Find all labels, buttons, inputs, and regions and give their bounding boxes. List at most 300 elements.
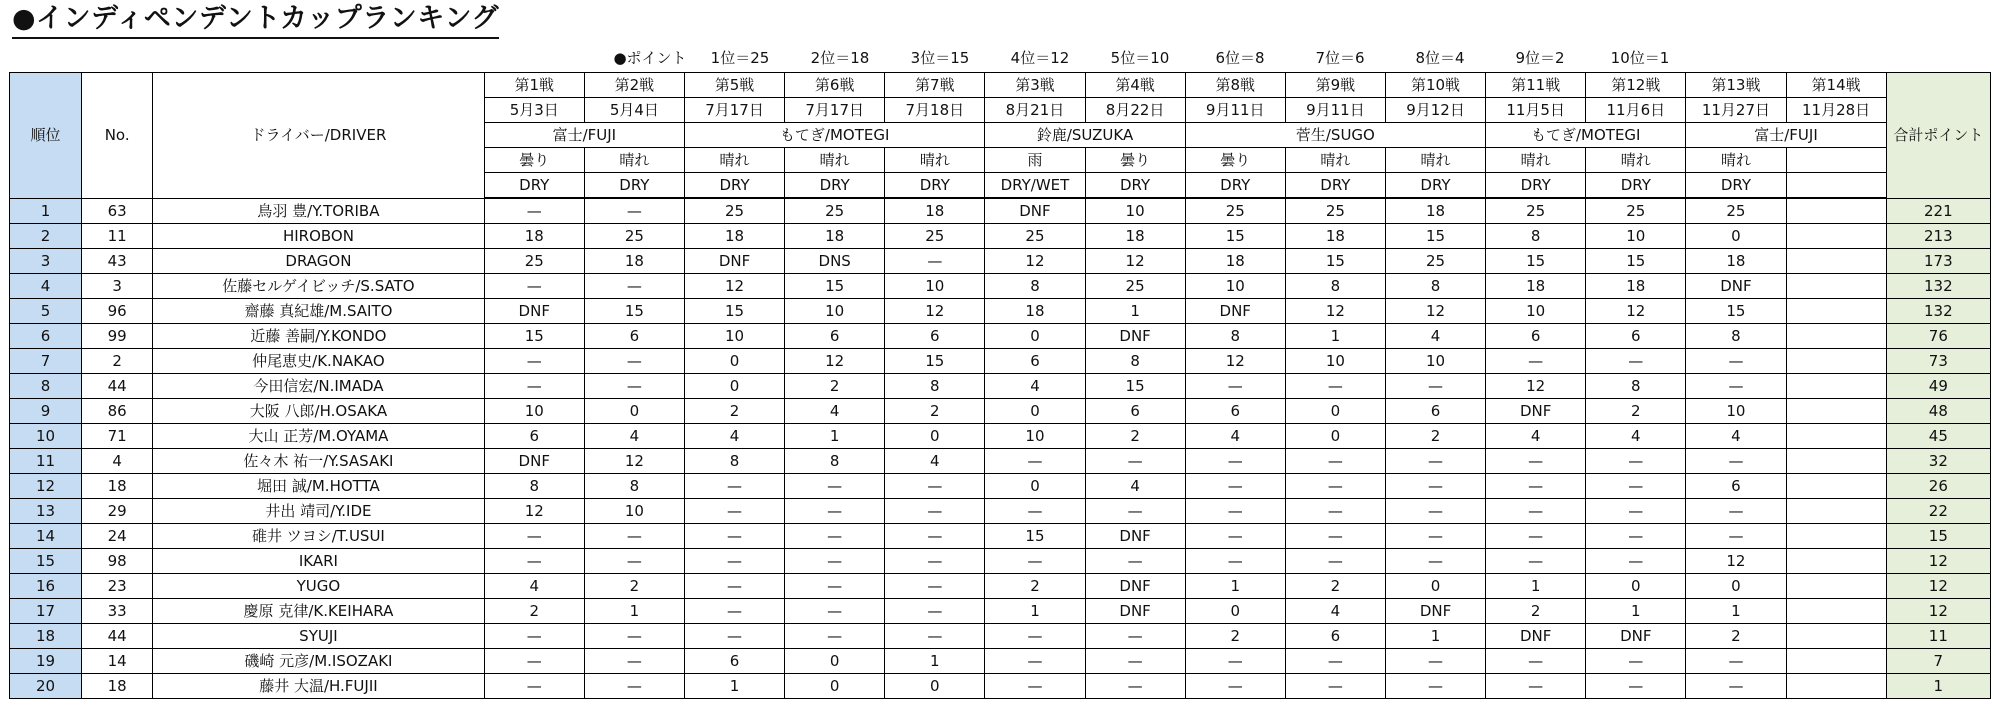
result-cell xyxy=(1786,524,1886,549)
result-cell: — xyxy=(484,524,584,549)
number-cell: 23 xyxy=(82,574,153,599)
result-cell: — xyxy=(484,549,584,574)
result-cell: 2 xyxy=(785,374,885,399)
total-cell: 48 xyxy=(1886,399,1990,424)
result-cell: — xyxy=(1185,499,1285,524)
header-weather: 晴れ xyxy=(1285,148,1385,173)
result-cell: 8 xyxy=(1185,324,1285,349)
result-cell: 8 xyxy=(1686,324,1786,349)
result-cell: 0 xyxy=(1686,224,1786,249)
driver-cell: 仲尾恵史/K.NAKAO xyxy=(153,349,485,374)
result-cell: 2 xyxy=(1385,424,1485,449)
header-date: 9月11日 xyxy=(1285,98,1385,123)
rank-cell: 10 xyxy=(10,424,82,449)
result-cell: — xyxy=(584,524,684,549)
header-date: 5月4日 xyxy=(584,98,684,123)
result-cell: DNF xyxy=(1085,524,1185,549)
result-cell: 6 xyxy=(1486,324,1586,349)
result-cell: — xyxy=(885,574,985,599)
points-label: ●ポイント xyxy=(613,49,687,67)
result-cell: 0 xyxy=(684,374,784,399)
result-cell: — xyxy=(785,524,885,549)
result-cell: 10 xyxy=(985,424,1085,449)
result-cell: 18 xyxy=(584,249,684,274)
header-condition: DRY xyxy=(1486,173,1586,199)
result-cell: 0 xyxy=(1285,424,1385,449)
driver-cell: 磯崎 元彦/M.ISOZAKI xyxy=(153,649,485,674)
result-cell: — xyxy=(1385,374,1485,399)
result-cell: — xyxy=(1185,674,1285,699)
result-cell: 1 xyxy=(684,674,784,699)
result-cell: 4 xyxy=(1185,424,1285,449)
result-cell xyxy=(1786,624,1886,649)
result-cell: 10 xyxy=(1185,274,1285,299)
header-condition: DRY xyxy=(1385,173,1485,199)
result-cell: 0 xyxy=(584,399,684,424)
header-round: 第1戦 xyxy=(484,73,584,98)
result-cell: 1 xyxy=(584,599,684,624)
result-cell: 6 xyxy=(1686,474,1786,499)
result-cell: — xyxy=(1285,524,1385,549)
result-cell: — xyxy=(1686,524,1786,549)
result-cell: — xyxy=(985,674,1085,699)
table-row xyxy=(10,324,1991,349)
result-cell: — xyxy=(1686,449,1786,474)
points-value: 3位＝15 xyxy=(910,49,970,67)
result-cell: 4 xyxy=(785,399,885,424)
rank-cell: 11 xyxy=(10,449,82,474)
result-cell: — xyxy=(1586,549,1686,574)
result-cell: 10 xyxy=(1586,224,1686,249)
header-round: 第12戦 xyxy=(1586,73,1686,98)
result-cell: 18 xyxy=(1486,274,1586,299)
header-date: 11月6日 xyxy=(1586,98,1686,123)
rank-cell: 12 xyxy=(10,474,82,499)
rank-cell: 6 xyxy=(10,324,82,349)
header-date: 7月17日 xyxy=(684,98,784,123)
result-cell: 6 xyxy=(785,324,885,349)
result-cell: 18 xyxy=(985,299,1085,324)
result-cell: 18 xyxy=(1385,198,1485,224)
result-cell: 0 xyxy=(785,674,885,699)
total-cell: 221 xyxy=(1886,198,1990,224)
header-date: 7月17日 xyxy=(785,98,885,123)
result-cell: 2 xyxy=(584,574,684,599)
result-cell: 25 xyxy=(1586,198,1686,224)
result-cell: 0 xyxy=(1385,574,1485,599)
total-cell: 12 xyxy=(1886,599,1990,624)
header-round: 第6戦 xyxy=(785,73,885,98)
result-cell: — xyxy=(785,624,885,649)
table-row xyxy=(10,349,1991,374)
result-cell: — xyxy=(1586,349,1686,374)
driver-cell: 慶原 克律/K.KEIHARA xyxy=(153,599,485,624)
table-row xyxy=(10,249,1991,274)
result-cell: DNF xyxy=(1486,399,1586,424)
table-row xyxy=(10,524,1991,549)
header-date: 11月28日 xyxy=(1786,98,1886,123)
result-cell: 10 xyxy=(584,499,684,524)
result-cell: 25 xyxy=(1185,198,1285,224)
result-cell: 6 xyxy=(885,324,985,349)
result-cell xyxy=(1786,198,1886,224)
result-cell: 1 xyxy=(1486,574,1586,599)
result-cell: 2 xyxy=(1285,574,1385,599)
header-venue: 菅生/SUGO xyxy=(1185,123,1485,148)
result-cell: — xyxy=(1385,449,1485,474)
result-cell: DNF xyxy=(684,249,784,274)
header-round: 第11戦 xyxy=(1486,73,1586,98)
result-cell: 12 xyxy=(1285,299,1385,324)
result-cell: 12 xyxy=(985,249,1085,274)
result-cell xyxy=(1786,424,1886,449)
result-cell: — xyxy=(1285,374,1385,399)
number-cell: 11 xyxy=(82,224,153,249)
result-cell xyxy=(1786,324,1886,349)
header-date: 9月11日 xyxy=(1185,98,1285,123)
result-cell: 8 xyxy=(1085,349,1185,374)
header-condition: DRY xyxy=(785,173,885,199)
result-cell: — xyxy=(1285,674,1385,699)
result-cell: 10 xyxy=(1285,349,1385,374)
result-cell: DNF xyxy=(1185,299,1285,324)
rank-cell: 14 xyxy=(10,524,82,549)
rank-cell: 19 xyxy=(10,649,82,674)
driver-cell: 井出 靖司/Y.IDE xyxy=(153,499,485,524)
header-venue: 富士/FUJI xyxy=(1686,123,1886,148)
result-cell: — xyxy=(584,624,684,649)
result-cell: 6 xyxy=(684,649,784,674)
driver-cell: 近藤 善嗣/Y.KONDO xyxy=(153,324,485,349)
result-cell: — xyxy=(1285,499,1385,524)
result-cell: 4 xyxy=(1686,424,1786,449)
table-row xyxy=(10,574,1991,599)
total-cell: 213 xyxy=(1886,224,1990,249)
result-cell: 4 xyxy=(684,424,784,449)
driver-cell: 堀田 誠/M.HOTTA xyxy=(153,474,485,499)
result-cell: 10 xyxy=(1385,349,1485,374)
result-cell: 18 xyxy=(785,224,885,249)
result-cell: — xyxy=(1486,349,1586,374)
result-cell: 10 xyxy=(684,324,784,349)
result-cell: 25 xyxy=(1486,198,1586,224)
result-cell: — xyxy=(1486,449,1586,474)
result-cell: — xyxy=(785,574,885,599)
header-rank: 順位 xyxy=(10,73,82,199)
rank-cell: 13 xyxy=(10,499,82,524)
total-cell: 76 xyxy=(1886,324,1990,349)
table-row xyxy=(10,374,1991,399)
result-cell: 4 xyxy=(885,449,985,474)
header-total: 合計ポイント xyxy=(1886,73,1990,199)
number-cell: 63 xyxy=(82,198,153,224)
result-cell: 0 xyxy=(885,424,985,449)
header-date: 9月12日 xyxy=(1385,98,1485,123)
result-cell: — xyxy=(1185,549,1285,574)
result-cell: — xyxy=(1486,524,1586,549)
result-cell: 10 xyxy=(1085,198,1185,224)
header-round: 第13戦 xyxy=(1686,73,1786,98)
result-cell: 25 xyxy=(484,249,584,274)
result-cell: 2 xyxy=(684,399,784,424)
result-cell: 4 xyxy=(1385,324,1485,349)
result-cell: — xyxy=(885,249,985,274)
result-cell: 8 xyxy=(684,449,784,474)
points-value: 6位＝8 xyxy=(1215,49,1265,67)
number-cell: 44 xyxy=(82,374,153,399)
driver-cell: 藤井 大温/H.FUJII xyxy=(153,674,485,699)
rank-cell: 3 xyxy=(10,249,82,274)
result-cell: 18 xyxy=(1185,249,1285,274)
result-cell xyxy=(1786,274,1886,299)
result-cell: — xyxy=(885,549,985,574)
result-cell: DNS xyxy=(785,249,885,274)
result-cell: — xyxy=(584,674,684,699)
rank-cell: 8 xyxy=(10,374,82,399)
result-cell: 4 xyxy=(484,574,584,599)
rank-cell: 2 xyxy=(10,224,82,249)
result-cell: 2 xyxy=(885,399,985,424)
points-legend xyxy=(0,47,2000,69)
result-cell: 6 xyxy=(1586,324,1686,349)
total-cell: 22 xyxy=(1886,499,1990,524)
result-cell xyxy=(1786,649,1886,674)
points-value: 1位＝25 xyxy=(710,49,770,67)
result-cell: — xyxy=(1185,524,1285,549)
result-cell: — xyxy=(885,499,985,524)
result-cell: DNF xyxy=(484,299,584,324)
points-value: 4位＝12 xyxy=(1010,49,1070,67)
result-cell xyxy=(1786,599,1886,624)
result-cell: 8 xyxy=(885,374,985,399)
result-cell: 1 xyxy=(1285,324,1385,349)
total-cell: 73 xyxy=(1886,349,1990,374)
number-cell: 3 xyxy=(82,274,153,299)
header-round: 第5戦 xyxy=(684,73,784,98)
table-row xyxy=(10,599,1991,624)
result-cell: 2 xyxy=(1586,399,1686,424)
result-cell: 12 xyxy=(1486,374,1586,399)
result-cell: 0 xyxy=(985,474,1085,499)
result-cell: DNF xyxy=(1085,324,1185,349)
driver-cell: 大阪 八郎/H.OSAKA xyxy=(153,399,485,424)
result-cell: 18 xyxy=(1285,224,1385,249)
header-weather: 曇り xyxy=(1085,148,1185,173)
table-row xyxy=(10,299,1991,324)
result-cell: 8 xyxy=(1586,374,1686,399)
result-cell: — xyxy=(1285,649,1385,674)
result-cell: — xyxy=(584,649,684,674)
result-cell: 15 xyxy=(1486,249,1586,274)
result-cell: — xyxy=(684,499,784,524)
result-cell: 12 xyxy=(484,499,584,524)
total-cell: 12 xyxy=(1886,549,1990,574)
result-cell: 25 xyxy=(885,224,985,249)
header-date: 8月21日 xyxy=(985,98,1085,123)
result-cell: 2 xyxy=(1486,599,1586,624)
header-date: 11月5日 xyxy=(1486,98,1586,123)
header-date: 7月18日 xyxy=(885,98,985,123)
result-cell: 2 xyxy=(484,599,584,624)
result-cell: 6 xyxy=(484,424,584,449)
number-cell: 43 xyxy=(82,249,153,274)
number-cell: 2 xyxy=(82,349,153,374)
result-cell: — xyxy=(1686,374,1786,399)
result-cell: 1 xyxy=(885,649,985,674)
result-cell: — xyxy=(985,499,1085,524)
total-cell: 11 xyxy=(1886,624,1990,649)
result-cell: — xyxy=(1686,349,1786,374)
header-condition: DRY xyxy=(1686,173,1786,199)
driver-cell: 碓井 ツヨシ/T.USUI xyxy=(153,524,485,549)
result-cell: — xyxy=(484,649,584,674)
result-cell: 25 xyxy=(684,198,784,224)
result-cell: 12 xyxy=(1185,349,1285,374)
header-date: 11月27日 xyxy=(1686,98,1786,123)
driver-cell: HIROBON xyxy=(153,224,485,249)
result-cell: — xyxy=(1486,499,1586,524)
result-cell: — xyxy=(1185,474,1285,499)
header-round: 第2戦 xyxy=(584,73,684,98)
result-cell: 10 xyxy=(484,399,584,424)
result-cell: 0 xyxy=(684,349,784,374)
result-cell: — xyxy=(1686,649,1786,674)
rank-cell: 5 xyxy=(10,299,82,324)
result-cell: 15 xyxy=(1185,224,1285,249)
result-cell xyxy=(1786,499,1886,524)
page-title: ●インディペンデントカップランキング xyxy=(12,2,499,39)
result-cell: 8 xyxy=(484,474,584,499)
result-cell: — xyxy=(985,549,1085,574)
result-cell: 0 xyxy=(985,324,1085,349)
result-cell: — xyxy=(484,198,584,224)
result-cell: 8 xyxy=(1486,224,1586,249)
header-weather: 雨 xyxy=(985,148,1085,173)
result-cell: — xyxy=(1085,549,1185,574)
result-cell: 15 xyxy=(484,324,584,349)
result-cell: 15 xyxy=(785,274,885,299)
result-cell: 18 xyxy=(885,198,985,224)
result-cell: 1 xyxy=(1385,624,1485,649)
result-cell: — xyxy=(1385,499,1485,524)
result-cell: 0 xyxy=(785,649,885,674)
header-condition: DRY xyxy=(684,173,784,199)
result-cell: 12 xyxy=(785,349,885,374)
header-round: 第7戦 xyxy=(885,73,985,98)
result-cell xyxy=(1786,449,1886,474)
result-cell: — xyxy=(1686,499,1786,524)
total-cell: 32 xyxy=(1886,449,1990,474)
result-cell xyxy=(1786,249,1886,274)
header-condition: DRY xyxy=(1185,173,1285,199)
total-cell: 132 xyxy=(1886,274,1990,299)
number-cell: 98 xyxy=(82,549,153,574)
table-row xyxy=(10,274,1991,299)
result-cell: 10 xyxy=(1686,399,1786,424)
table-row xyxy=(10,624,1991,649)
result-cell xyxy=(1786,299,1886,324)
result-cell: — xyxy=(1686,674,1786,699)
result-cell: 1 xyxy=(1686,599,1786,624)
result-cell: — xyxy=(1185,649,1285,674)
driver-cell: 今田信宏/N.IMADA xyxy=(153,374,485,399)
result-cell: — xyxy=(785,549,885,574)
header-round: 第10戦 xyxy=(1385,73,1485,98)
result-cell: 1 xyxy=(785,424,885,449)
total-cell: 1 xyxy=(1886,674,1990,699)
driver-cell: 佐藤セルゲイビッチ/S.SATO xyxy=(153,274,485,299)
number-cell: 29 xyxy=(82,499,153,524)
result-cell: — xyxy=(684,549,784,574)
header-date: 5月3日 xyxy=(484,98,584,123)
driver-cell: 大山 正芳/M.OYAMA xyxy=(153,424,485,449)
result-cell: 6 xyxy=(1085,399,1185,424)
result-cell xyxy=(1786,374,1886,399)
number-cell: 24 xyxy=(82,524,153,549)
header-condition xyxy=(1786,173,1886,199)
result-cell: — xyxy=(684,624,784,649)
result-cell: — xyxy=(1586,449,1686,474)
number-cell: 96 xyxy=(82,299,153,324)
result-cell: 6 xyxy=(1285,624,1385,649)
result-cell: 4 xyxy=(985,374,1085,399)
header-round: 第4戦 xyxy=(1085,73,1185,98)
header-venue: もてぎ/MOTEGI xyxy=(684,123,984,148)
result-cell: — xyxy=(985,449,1085,474)
result-cell: 4 xyxy=(1285,599,1385,624)
result-cell: 2 xyxy=(985,574,1085,599)
header-condition: DRY xyxy=(584,173,684,199)
result-cell: — xyxy=(1486,549,1586,574)
result-cell: — xyxy=(484,374,584,399)
header-weather: 曇り xyxy=(484,148,584,173)
result-cell: — xyxy=(1285,449,1385,474)
header-weather: 晴れ xyxy=(1486,148,1586,173)
header-round: 第3戦 xyxy=(985,73,1085,98)
header-weather: 晴れ xyxy=(885,148,985,173)
driver-cell: 佐々木 祐一/Y.SASAKI xyxy=(153,449,485,474)
header-venue: もてぎ/MOTEGI xyxy=(1486,123,1686,148)
result-cell: 0 xyxy=(885,674,985,699)
result-cell: — xyxy=(484,624,584,649)
result-cell: 4 xyxy=(1085,474,1185,499)
result-cell: — xyxy=(885,599,985,624)
result-cell: 0 xyxy=(985,399,1085,424)
result-cell: — xyxy=(1185,449,1285,474)
result-cell: — xyxy=(985,649,1085,674)
result-cell: — xyxy=(1586,524,1686,549)
result-cell: 15 xyxy=(584,299,684,324)
result-cell xyxy=(1786,474,1886,499)
result-cell: 15 xyxy=(1385,224,1485,249)
result-cell: — xyxy=(584,274,684,299)
total-cell: 26 xyxy=(1886,474,1990,499)
number-cell: 33 xyxy=(82,599,153,624)
result-cell: 12 xyxy=(684,274,784,299)
result-cell: 25 xyxy=(1285,198,1385,224)
result-cell: 4 xyxy=(1486,424,1586,449)
result-cell: 8 xyxy=(1385,274,1485,299)
driver-cell: IKARI xyxy=(153,549,485,574)
result-cell: — xyxy=(584,198,684,224)
result-cell: — xyxy=(1586,649,1686,674)
header-weather: 晴れ xyxy=(785,148,885,173)
result-cell: DNF xyxy=(484,449,584,474)
points-value: 9位＝2 xyxy=(1515,49,1565,67)
result-cell: 15 xyxy=(684,299,784,324)
result-cell: 1 xyxy=(1586,599,1686,624)
result-cell: 18 xyxy=(484,224,584,249)
